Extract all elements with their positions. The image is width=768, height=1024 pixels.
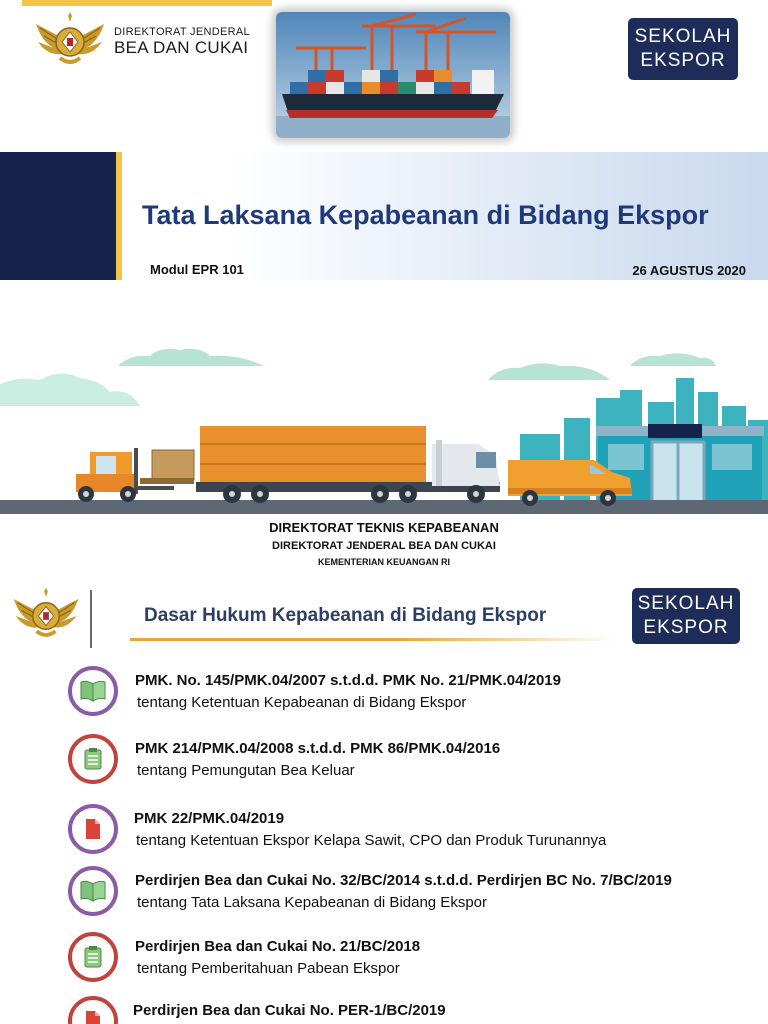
badge-line-1: SEKOLAH (634, 26, 732, 47)
regulation-title: Perdirjen Bea dan Cukai No. 21/BC/2018 (135, 938, 421, 955)
container-ship-photo (276, 12, 510, 138)
org-name-large: BEA DAN CUKAI (114, 38, 249, 57)
badge-line-2: EKSPOR (640, 50, 726, 71)
regulation-title: PMK 22/PMK.04/2019 (134, 810, 285, 827)
title-band-dark-block (0, 152, 116, 280)
icon-ring (68, 734, 118, 784)
document-icon (85, 1010, 101, 1024)
regulation-item (0, 866, 768, 926)
title-band-gold-stripe (116, 152, 122, 280)
regulation-item (0, 666, 768, 726)
title-underline (130, 638, 618, 641)
regulation-subtitle: tentang Tata Laksana Kepabeanan di Bidang Ekspor (137, 894, 487, 911)
header-divider (90, 590, 92, 648)
footer-ministry: KEMENTERIAN KEUANGAN RI (317, 557, 450, 567)
customs-emblem-icon (10, 586, 82, 646)
notepad-icon (84, 946, 102, 968)
sekolah-ekspor-badge (632, 588, 740, 644)
icon-ring (68, 804, 118, 854)
notepad-icon (84, 748, 102, 770)
icon-ring (68, 866, 118, 916)
slide-title: Dasar Hukum Kepabeanan di Bidang Ekspor (144, 605, 547, 626)
regulation-title: Perdirjen Bea dan Cukai No. 32/BC/2014 s.t.d.d. Perdirjen BC No. 7/BC/2019 (135, 872, 672, 889)
open-book-icon (80, 680, 106, 702)
regulation-item (0, 734, 768, 794)
regulation-item (0, 804, 768, 864)
regulation-subtitle: tentang Ketentuan Ekspor Kelapa Sawit, CPO dan Produk Turunannya (136, 832, 607, 849)
regulation-item (0, 996, 768, 1024)
footer-directorate-general: DIREKTORAT JENDERAL BEA DAN CUKAI (272, 540, 496, 552)
document-icon (85, 818, 101, 840)
module-code: Modul EPR 101 (150, 262, 244, 277)
regulation-subtitle: tentang Ketentuan Kepabeanan di Bidang Ekspor (137, 694, 467, 711)
slide-title: Tata Laksana Kepabeanan di Bidang Ekspor (142, 200, 709, 230)
icon-ring (68, 996, 118, 1024)
badge-line-2: EKSPOR (643, 617, 729, 638)
logistics-illustration (0, 328, 768, 518)
sekolah-ekspor-badge (628, 18, 738, 80)
customs-emblem-icon (32, 12, 108, 72)
regulation-title: Perdirjen Bea dan Cukai No. PER-1/BC/2019 (133, 1002, 446, 1019)
org-name-small: DIREKTORAT JENDERAL (114, 26, 250, 38)
icon-ring (68, 932, 118, 982)
badge-line-1: SEKOLAH (637, 593, 735, 614)
open-book-icon (80, 880, 106, 902)
slide-date: 26 AGUSTUS 2020 (632, 263, 746, 278)
regulation-item (0, 932, 768, 992)
regulation-title: PMK. No. 145/PMK.04/2007 s.t.d.d. PMK No. 21/PMK.04/2019 (135, 672, 561, 689)
legal-basis-slide (0, 578, 768, 1024)
gold-top-bar (22, 0, 272, 6)
footer-directorate: DIREKTORAT TEKNIS KEPABEANAN (269, 520, 499, 535)
regulation-subtitle: tentang Pemungutan Bea Keluar (137, 762, 355, 779)
icon-ring (68, 666, 118, 716)
regulation-title: PMK 214/PMK.04/2008 s.t.d.d. PMK 86/PMK.04/2016 (135, 740, 501, 757)
regulation-subtitle: tentang Pemberitahuan Pabean Ekspor (137, 960, 400, 977)
